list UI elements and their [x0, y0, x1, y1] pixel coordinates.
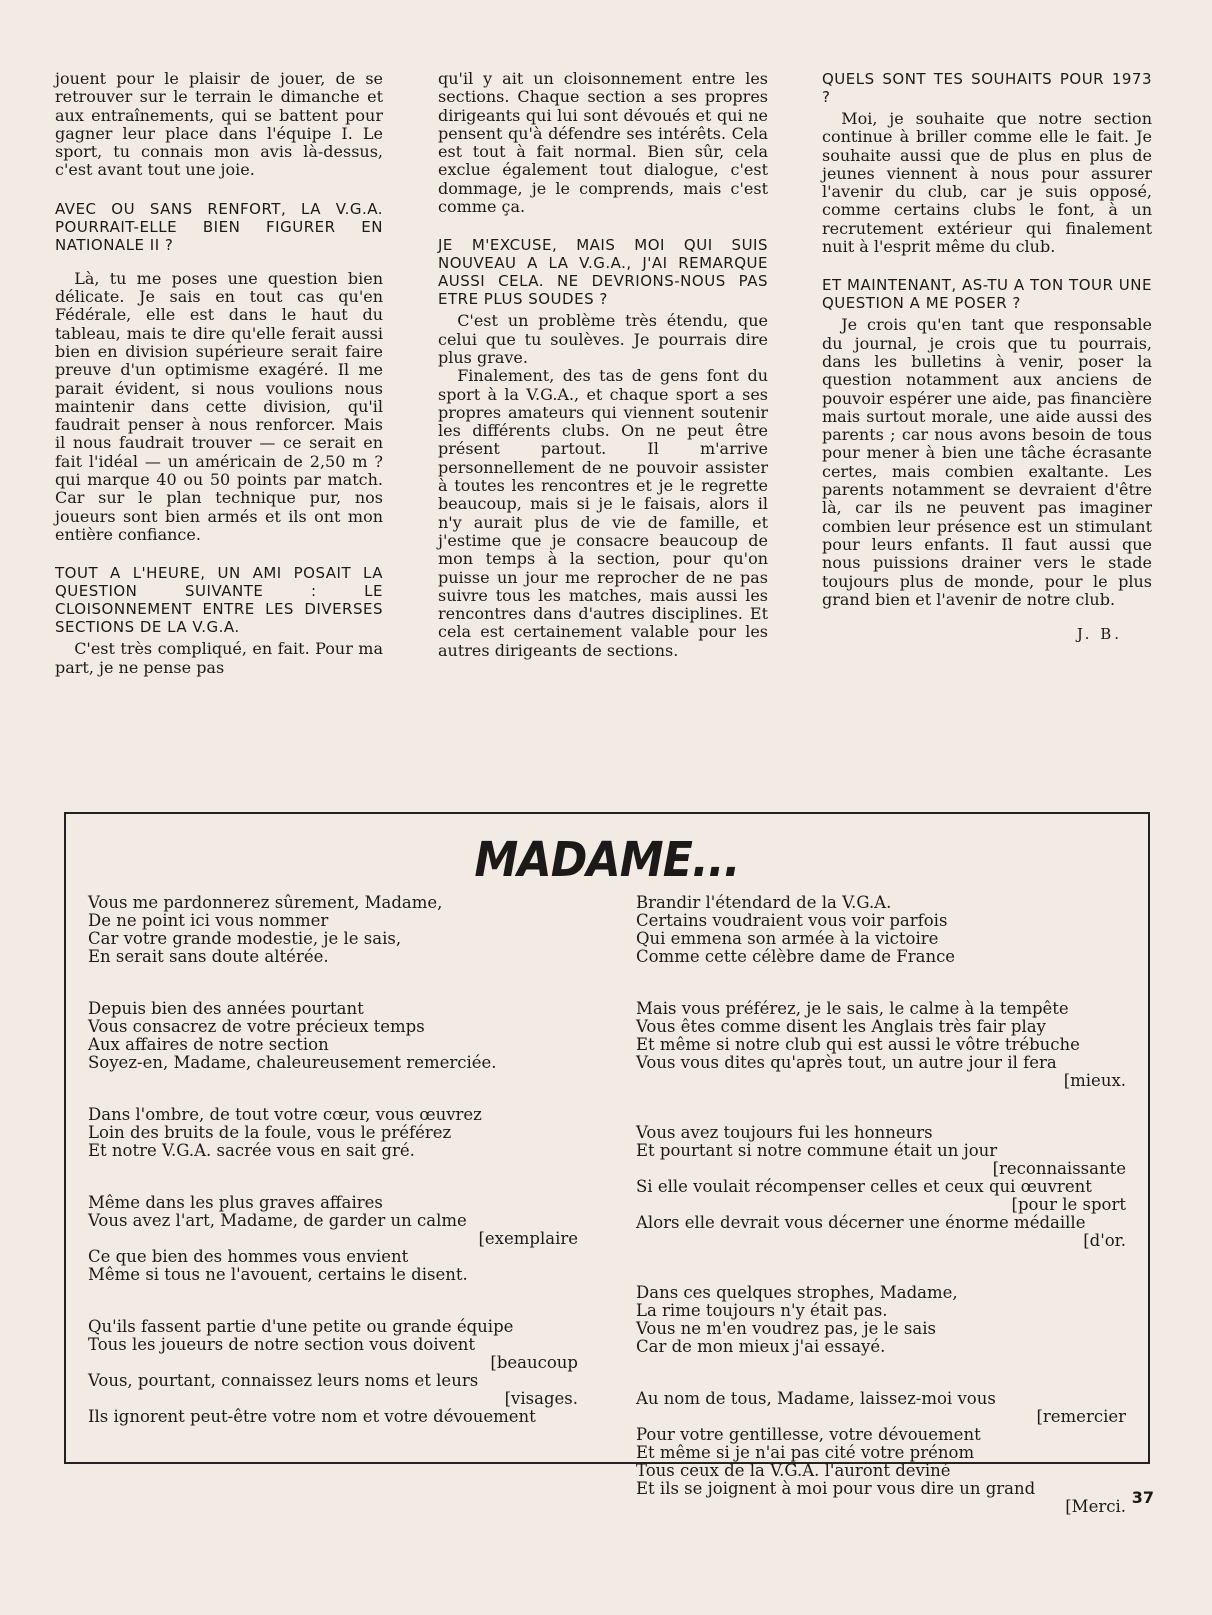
paragraph: C'est un problème très étendu, que celui que tu soulèves. Je pourrais dire plus grave.: [438, 311, 768, 367]
article-column-1: [55, 70, 383, 677]
poem-line: Vous ne m'en voudrez pas, je le sais: [636, 1319, 936, 1338]
poem-line: Et ils se joignent à moi pour vous dire un grand: [636, 1479, 1036, 1498]
paragraph: C'est très compliqué, en fait. Pour ma part, je ne pense pas: [55, 639, 383, 677]
poem-line: Tous les joueurs de notre section vous doivent: [88, 1335, 475, 1354]
poem-line: Mais vous préférez, je le sais, le calme à la tempête: [636, 999, 1069, 1018]
poem-stanza: [88, 894, 578, 966]
page-number: 37: [1131, 1488, 1154, 1507]
poem-line: Si elle voulait récompenser celles et ceux qui œuvrent: [636, 1177, 1092, 1196]
poem-line: Ce que bien des hommes vous envient: [88, 1247, 409, 1266]
poem-line: En serait sans doute altérée.: [88, 947, 329, 966]
poem-line: Même dans les plus graves affaires: [88, 1193, 383, 1212]
poem-line: [pour le sport: [1011, 1195, 1126, 1214]
poem-line: Vous, pourtant, connaissez leurs noms et leurs: [88, 1371, 479, 1390]
paragraph: Finalement, des tas de gens font du sport à la V.G.A., et chaque sport a ses propres amateurs qui viennent soutenir les différents clubs. On ne peut être présent partout. Il m'arrive personnellement de ne pouvoir assister à toutes les rencontres et je le regrette beaucoup, mais si je le faisais, alors il n'y aurait plus de vie de famille, et j'estime que je consacre beaucoup de mon temps à la section, pour qu'on puisse un jour me reprocher de ne pas suivre tous les matches, mais aussi les rencontres dans d'autres disciplines. Et cela est certainement valable pour les autres dirigeants de sections.: [438, 366, 768, 660]
poem-line: Ils ignorent peut-être votre nom et votre dévouement: [88, 1407, 536, 1426]
poem-line: Brandir l'étendard de la V.G.A.: [636, 893, 892, 912]
poem-stanza: [88, 1318, 578, 1426]
poem-line: [reconnaissante: [992, 1159, 1126, 1178]
paragraph: qu'il y ait un cloisonnement entre les sections. Chaque section a ses propres dirigeants qui lui sont dévoués et qui ne pensent qu'à défendre ses intérêts. Cela est tout à fait normal. Bien sûr, cela exclue également tout dialogue, c'est dommage, je le comprends, mais c'est comme ça.: [438, 69, 768, 217]
poem-line: Soyez-en, Madame, chaleureusement remerciée.: [88, 1053, 497, 1072]
poem-line: Car de mon mieux j'ai essayé.: [636, 1337, 886, 1356]
poem-line: [remercier: [1036, 1407, 1126, 1426]
poem-line: Vous consacrez de votre précieux temps: [88, 1017, 425, 1036]
poem-line: Dans ces quelques strophes, Madame,: [636, 1283, 958, 1302]
article-column-2: [438, 70, 768, 660]
poem-line: Aux affaires de notre section: [88, 1035, 329, 1054]
poem-line: Vous me pardonnerez sûrement, Madame,: [88, 893, 443, 912]
poem-stanza: [636, 894, 1126, 966]
poem-line: Au nom de tous, Madame, laissez-moi vous: [636, 1389, 996, 1408]
poem-line: Qu'ils fassent partie d'une petite ou grande équipe: [88, 1317, 514, 1336]
interview-question: JE M'EXCUSE, MAIS MOI QUI SUIS NOUVEAU A LA V.G.A., J'AI REMARQUE AUSSI CELA. NE DEVRIONS-NOUS PAS ETRE PLUS SOUDES ?: [438, 236, 768, 309]
poem-stanza: [636, 1284, 1126, 1356]
poem-stanza: [88, 1106, 578, 1160]
poem-line: Qui emmena son armée à la victoire: [636, 929, 939, 948]
poem-line: Même si tous ne l'avouent, certains le disent.: [88, 1265, 468, 1284]
poem-line: Car votre grande modestie, je le sais,: [88, 929, 402, 948]
poem-line: [exemplaire: [478, 1229, 578, 1248]
poem-stanza: [636, 1000, 1126, 1090]
poem-line: Vous avez toujours fui les honneurs: [636, 1123, 933, 1142]
poem-line: Depuis bien des années pourtant: [88, 999, 364, 1018]
poem-line: [visages.: [504, 1389, 578, 1408]
poem-stanza: [636, 1390, 1126, 1516]
interview-question: ET MAINTENANT, AS-TU A TON TOUR UNE QUESTION A ME POSER ?: [822, 276, 1152, 313]
paragraph: Là, tu me poses une question bien délicate. Je sais en tout cas qu'en Fédérale, elle est dans le haut du tableau, mais te dire qu'elle ferait aussi bien en division supérieure serait faire preuve d'un optimisme exagéré. Il me parait évident, si nous voulions nous maintenir dans cette division, qu'il faudrait penser à nous renforcer. Mais il nous faudrait trouver — ce serait en fait l'idéal — un américain de 2,50 m ? qui marque 40 ou 50 points par match. Car sur le plan technique pur, nos joueurs sont bien armés et ils ont mon entière confiance.: [55, 268, 383, 544]
interview-question: QUELS SONT TES SOUHAITS POUR 1973 ?: [822, 70, 1152, 106]
poem-line: Et même si je n'ai pas cité votre prénom: [636, 1443, 975, 1462]
poem-line: Certains voudraient vous voir parfois: [636, 911, 948, 930]
poem-stanza: [88, 1000, 578, 1072]
poem-line: Alors elle devrait vous décerner une énorme médaille: [636, 1213, 1086, 1232]
paragraph: Je crois qu'en tant que responsable du journal, je crois que tu pourrais, dans les bulletins à venir, poser la question notamment aux anciens de pouvoir espérer une aide, pas financière mais surtout morale, une aide aussi des parents ; car nous avons besoin de tous pour mener à bien une tâche écrasante certes, mais combien exaltante. Les parents notamment se devraient d'être là, car ils ne peuvent pas imaginer combien leur présence est un stimulant pour leurs enfants. Il faut aussi que nous puissions drainer vers le stade toujours plus de monde, pour le plus grand bien et l'avenir de notre club.: [822, 315, 1152, 609]
poem-line: Tous ceux de la V.G.A. l'auront deviné: [636, 1461, 951, 1480]
poem-line: La rime toujours n'y était pas.: [636, 1301, 888, 1320]
poem-column-left: [88, 894, 578, 1460]
paragraph: Moi, je souhaite que notre section continue à briller comme elle le fait. Je souhaite aussi que de plus en plus de jeunes viennent à nous pour assurer l'avenir du club, car je suis opposé, comme certains clubs le font, à un recrutement extérieur qui finalement nuit à l'esprit même du club.: [822, 109, 1152, 257]
poem-line: De ne point ici vous nommer: [88, 911, 329, 930]
article-column-3: [822, 70, 1152, 643]
interview-question: TOUT A L'HEURE, UN AMI POSAIT LA QUESTION SUIVANTE : LE CLOISONNEMENT ENTRE LES DIVERSES SECTIONS DE LA V.G.A.: [55, 564, 383, 637]
poem-line: Loin des bruits de la foule, vous le préférez: [88, 1123, 452, 1142]
poem-line: Et même si notre club qui est aussi le vôtre trébuche: [636, 1035, 1080, 1054]
poem-line: Et notre V.G.A. sacrée vous en sait gré.: [88, 1141, 415, 1160]
poem-line: [mieux.: [1063, 1071, 1126, 1090]
poem-title: MADAME...: [474, 832, 740, 888]
poem-line: Dans l'ombre, de tout votre cœur, vous œuvrez: [88, 1105, 482, 1124]
poem-line: Et pourtant si notre commune était un jour: [636, 1141, 998, 1160]
poem-line: Comme cette célèbre dame de France: [636, 947, 956, 966]
interview-question: AVEC OU SANS RENFORT, LA V.G.A. POURRAIT-ELLE BIEN FIGURER EN NATIONALE II ?: [55, 199, 383, 254]
poem-line: [beaucoup: [490, 1353, 578, 1372]
poem-stanza: [636, 1124, 1126, 1250]
signature: J. B.: [1076, 625, 1122, 644]
poem-line: Pour votre gentillesse, votre dévouement: [636, 1425, 981, 1444]
poem-column-right: [636, 894, 1126, 1550]
paragraph: jouent pour le plaisir de jouer, de se retrouver sur le terrain le dimanche et aux entraînements, qui se battent pour gagner leur place dans l'équipe I. Le sport, tu connais mon avis là-dessus, c'est avant tout une joie.: [55, 69, 383, 180]
poem-line: Vous vous dites qu'après tout, un autre jour il fera: [636, 1053, 1057, 1072]
poem-line: Vous avez l'art, Madame, de garder un calme: [88, 1211, 467, 1230]
poem-line: [Merci.: [1065, 1497, 1126, 1516]
poem-stanza: [88, 1194, 578, 1284]
poem-line: [d'or.: [1083, 1231, 1126, 1250]
poem-line: Vous êtes comme disent les Anglais très fair play: [636, 1017, 1046, 1036]
